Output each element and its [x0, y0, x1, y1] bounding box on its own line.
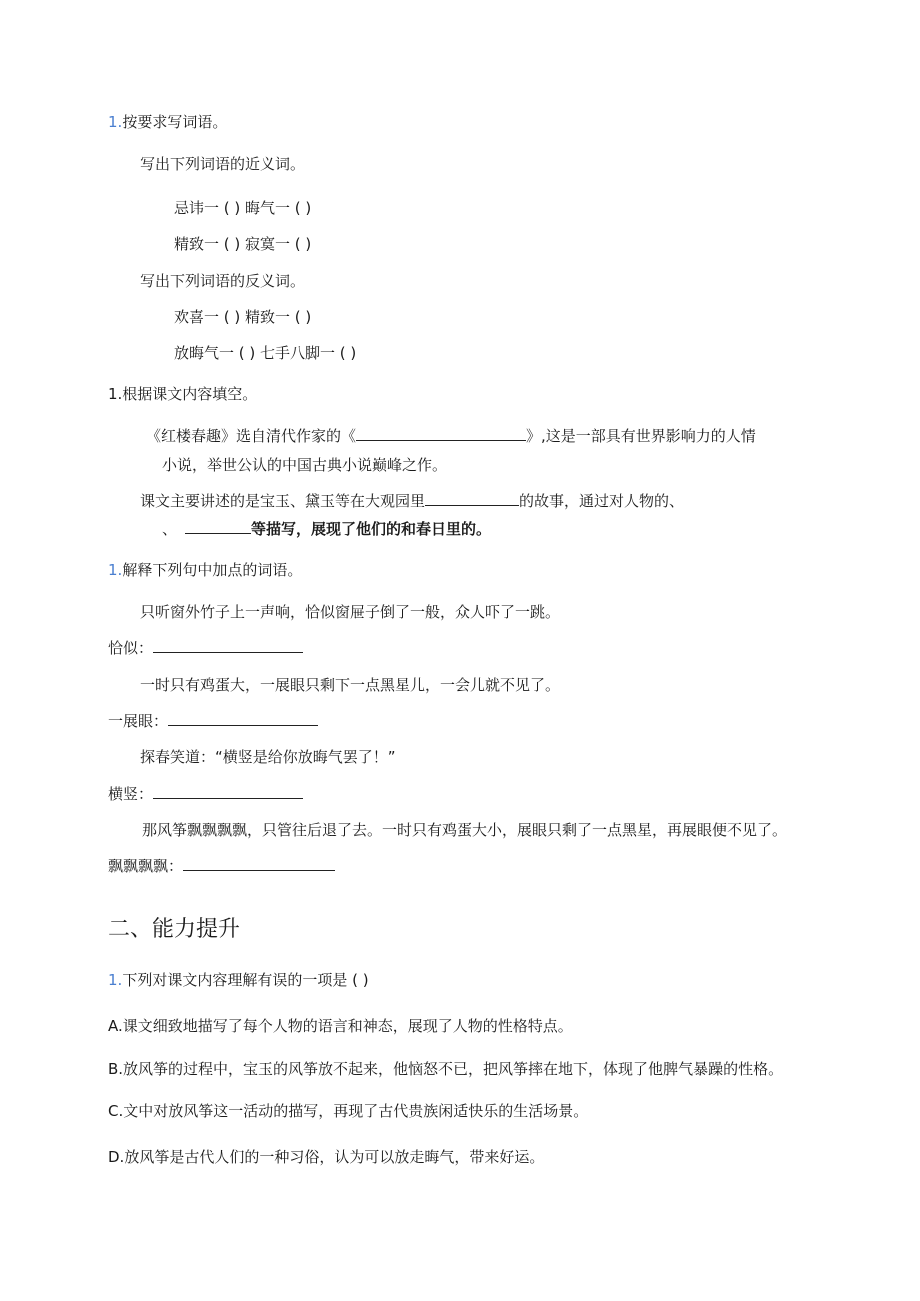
q2-para2	[140, 491, 684, 511]
q3-sentence-3: 探春笑道：“横竖是给你放晦气罢了！”	[140, 748, 396, 766]
q3-title-text: 解释下列句中加点的词语。	[122, 561, 303, 579]
q3-label-4: 飘飘飘飘：	[108, 857, 184, 875]
option-c[interactable]: C.文中对放风筝这一活动的描写，再现了古代贵族闲适快乐的生活场景。	[108, 1102, 589, 1120]
q2-para2-line2-end: 等描写，展现了他们的和春日里的。	[251, 520, 492, 538]
antonym-line-1: 欢喜一 ( ) 精致一 ( )	[174, 308, 312, 326]
section-2-heading: 二、能力提升	[108, 917, 241, 942]
answer-blank-4[interactable]	[183, 856, 335, 871]
author-work-blank[interactable]	[356, 426, 526, 441]
synonym-line-1: 忌讳一 ( ) 晦气一 ( )	[174, 199, 312, 217]
q3-answer-1	[108, 638, 303, 658]
q3-answer-2	[108, 711, 318, 731]
option-d[interactable]: D.放风筝是古代人们的一种习俗，认为可以放走晦气，带来好运。	[108, 1148, 545, 1166]
q3-number: 1.	[108, 561, 123, 579]
option-b[interactable]: B.放风筝的过程中，宝玉的风筝放不起来，他恼怒不已，把风筝摔在地下，体现了他脾气暴躁的性格。	[108, 1060, 784, 1078]
q3-answer-3	[108, 784, 303, 804]
option-a[interactable]: A.课文细致地描写了每个人物的语言和神态，展现了人物的性格特点。	[108, 1017, 573, 1035]
q2-title: 1.根据课文内容填空。	[108, 385, 258, 403]
antonym-line-2: 放晦气一 ( ) 七手八脚一 ( )	[174, 344, 357, 362]
q1-title	[108, 112, 227, 132]
q2-para2-end: 的故事，通过对人物的、	[519, 492, 685, 510]
q2-para1-end: 》,这是一部具有世界影响力的人情	[526, 427, 756, 445]
synonym-prompt: 写出下列词语的近义词。	[140, 155, 306, 173]
answer-blank-3[interactable]	[153, 784, 303, 799]
q2-para2-start: 课文主要讲述的是宝玉、黛玉等在大观园里	[140, 492, 426, 510]
q2-para2-line2	[162, 519, 491, 539]
description-blank[interactable]	[185, 519, 251, 534]
q3-title	[108, 560, 302, 580]
q2-para1-start: 《红楼春趣》选自清代作家的《	[146, 427, 357, 445]
q3-sentence-1: 只听窗外竹子上一声响，恰似窗屉子倒了一般，众人吓了一跳。	[140, 603, 561, 621]
answer-blank-2[interactable]	[168, 711, 318, 726]
antonym-prompt: 写出下列词语的反义词。	[140, 272, 306, 290]
q3-label-1: 恰似：	[108, 639, 154, 657]
story-blank[interactable]	[425, 491, 519, 506]
q1-title-text: 按要求写词语。	[122, 113, 228, 131]
q2-para1-line2: 小说，举世公认的中国古典小说巅峰之作。	[162, 456, 448, 474]
s2-q1-title-text: 下列对课文内容理解有误的一项是 ( )	[122, 971, 369, 989]
q1-number: 1.	[108, 113, 123, 131]
synonym-line-2: 精致一 ( ) 寂寞一 ( )	[174, 235, 312, 253]
q3-sentence-4: 那风筝飘飘飘飘，只管往后退了去。一时只有鸡蛋大小，展眼只剩了一点黑星，再展眼便不见了。	[142, 821, 788, 839]
q2-para1	[146, 426, 756, 446]
q3-sentence-2: 一时只有鸡蛋大，一展眼只剩下一点黑星儿，一会儿就不见了。	[140, 676, 561, 694]
q2-para2-line2-start: 、	[162, 520, 178, 538]
q3-label-2: 一展眼：	[108, 712, 169, 730]
answer-blank-1[interactable]	[153, 638, 303, 653]
q3-label-3: 横竖：	[108, 785, 154, 803]
q3-answer-4	[108, 856, 335, 876]
s2-q1-number: 1.	[108, 971, 123, 989]
s2-q1-title	[108, 970, 369, 990]
